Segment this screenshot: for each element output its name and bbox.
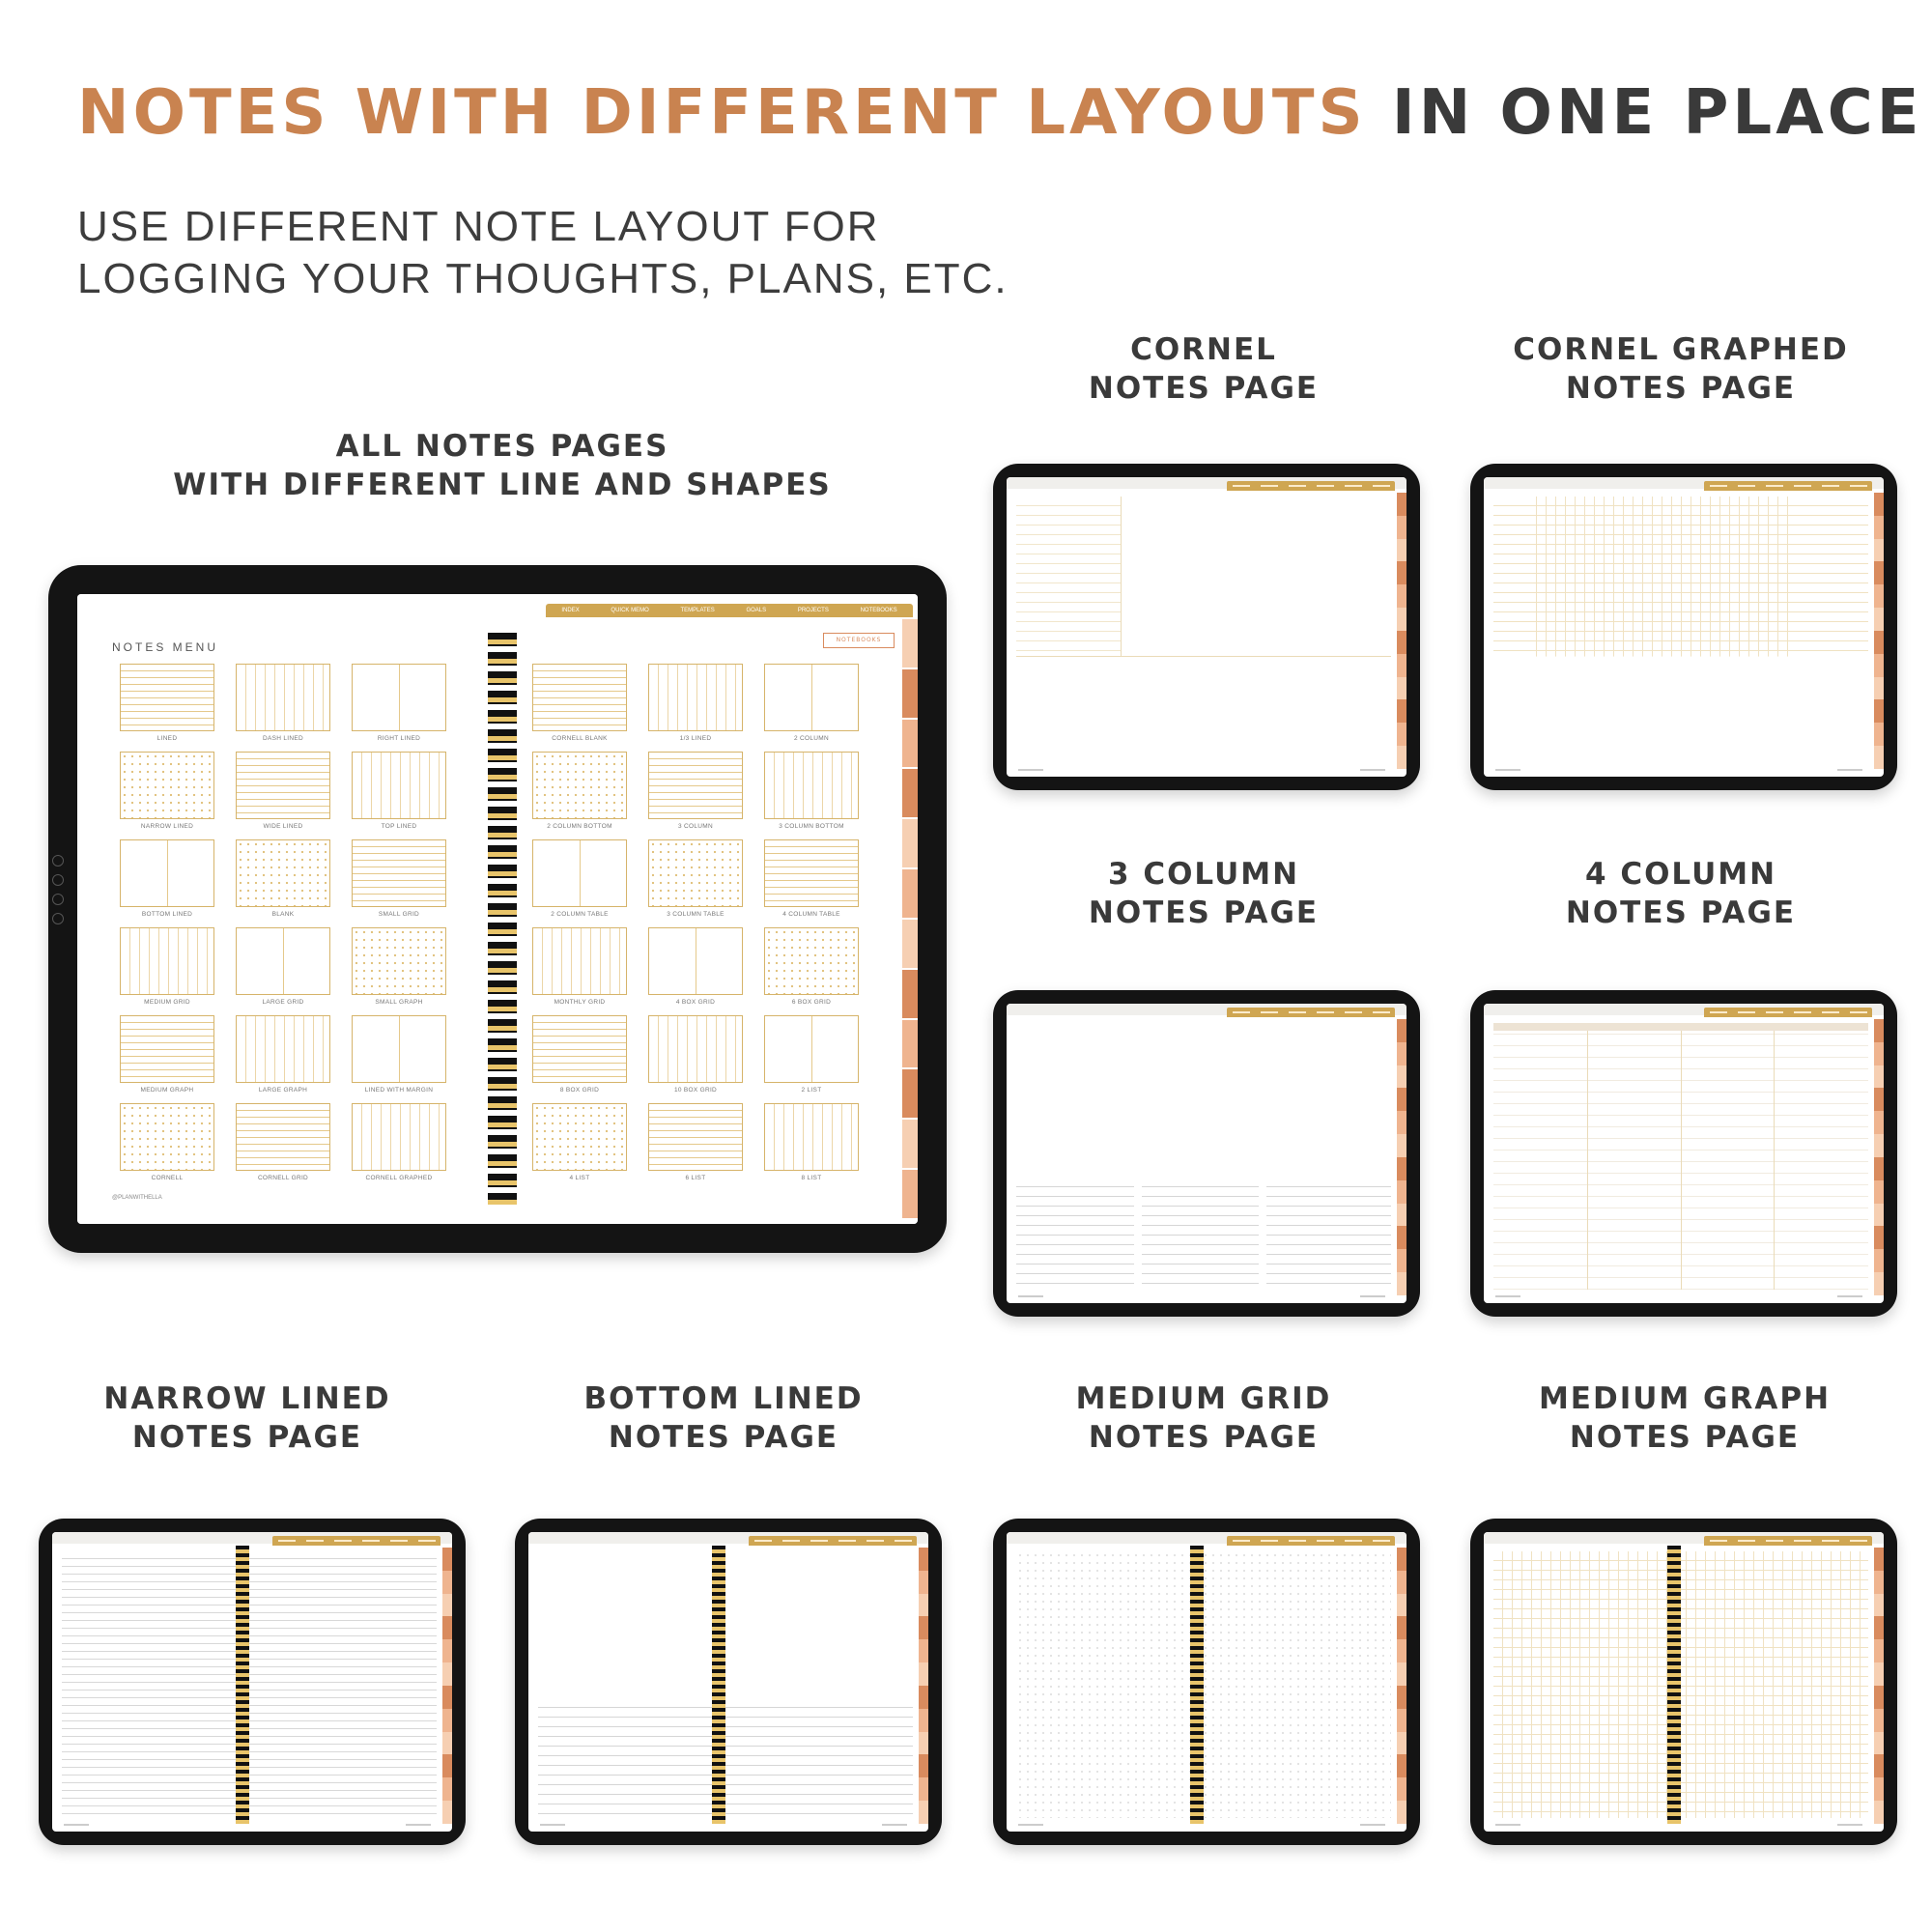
- caption-line: NOTES PAGE: [1088, 895, 1320, 930]
- layout-thumbnail[interactable]: [120, 1015, 214, 1083]
- preview-screen: [528, 1532, 928, 1832]
- layout-thumbnail-label: LINED: [156, 735, 178, 742]
- cornel-graphed-notes-preview: [1470, 464, 1897, 790]
- layout-thumbnail-label: 3 COLUMN BOTTOM: [779, 823, 844, 830]
- layout-thumbnail-label: CORNELL BLANK: [552, 735, 608, 742]
- caption-cornel: [1010, 330, 1397, 408]
- preview-side-tabs[interactable]: [1397, 493, 1406, 769]
- caption-medium-grid: [1010, 1379, 1397, 1457]
- layout-thumbnail[interactable]: [236, 752, 330, 819]
- caption-line: NOTES PAGE: [1088, 371, 1320, 406]
- tab-templates[interactable]: TEMPLATES: [680, 608, 715, 613]
- preview-page-content: [1493, 497, 1868, 763]
- layout-thumbnail[interactable]: [532, 752, 627, 819]
- caption-line: NOTES PAGE: [1565, 371, 1797, 406]
- caption-line: NOTES PAGE: [608, 1420, 839, 1455]
- preview-tab-bar[interactable]: [272, 1536, 440, 1546]
- caption-line: ALL NOTES PAGES: [335, 429, 669, 464]
- preview-page-content: [62, 1551, 437, 1818]
- footer-mark: [1495, 1295, 1520, 1297]
- preview-side-tabs[interactable]: [1874, 1019, 1884, 1295]
- tab-notebooks[interactable]: NOTEBOOKS: [860, 608, 897, 613]
- preview-page-content: [1493, 1023, 1868, 1290]
- layout-thumbnail[interactable]: [120, 1103, 214, 1171]
- subtitle-line-1: USE DIFFERENT NOTE LAYOUT FOR: [77, 203, 880, 250]
- layout-thumbnail-label: RIGHT LINED: [377, 735, 421, 742]
- cornel-notes-preview: [993, 464, 1420, 790]
- caption-cornel-graphed: [1488, 330, 1874, 408]
- layout-thumbnail-label: SMALL GRID: [378, 911, 420, 918]
- layout-thumbnail-label: LINED WITH MARGIN: [364, 1087, 434, 1094]
- footer-mark: [1837, 769, 1862, 771]
- layout-thumbnail[interactable]: [532, 839, 627, 907]
- layout-thumbnail-label: 8 BOX GRID: [559, 1087, 600, 1094]
- tab-goals[interactable]: GOALS: [746, 608, 767, 613]
- footer-mark: [1495, 769, 1520, 771]
- layout-thumbnail[interactable]: [648, 664, 743, 731]
- 3-column-notes-preview: [993, 990, 1420, 1317]
- layout-thumbnail-label: 3 COLUMN: [678, 823, 713, 830]
- preview-screen: [1007, 1004, 1406, 1303]
- subtitle: [77, 201, 1009, 305]
- layout-thumbnail[interactable]: [648, 839, 743, 907]
- caption-line: 3 COLUMN: [1107, 857, 1300, 892]
- month-side-tabs[interactable]: [902, 619, 918, 1220]
- layout-thumbnail-label: 2 COLUMN BOTTOM: [547, 823, 612, 830]
- layout-thumbnail-label: SMALL GRAPH: [375, 999, 423, 1006]
- preview-page-content: [538, 1551, 913, 1818]
- caption-line: NOTES PAGE: [1088, 1420, 1320, 1455]
- footer-mark: [1018, 1295, 1043, 1297]
- notebooks-button[interactable]: NOTEBOOKS: [823, 633, 895, 648]
- tablet-button: [52, 874, 64, 886]
- layout-thumbnail[interactable]: [236, 1103, 330, 1171]
- layout-thumbnail-label: 6 LIST: [685, 1175, 706, 1181]
- layout-thumbnail[interactable]: [532, 1015, 627, 1083]
- preview-page-content: [1016, 497, 1391, 763]
- top-tab-bar: [546, 604, 913, 617]
- footer-mark: [1018, 1824, 1043, 1826]
- caption-all-notes: [155, 427, 850, 504]
- layout-thumbnail-label: 4 LIST: [569, 1175, 590, 1181]
- preview-tab-bar[interactable]: [1704, 1536, 1872, 1546]
- caption-3-column: [1010, 855, 1397, 932]
- layout-thumbnail[interactable]: [764, 839, 859, 907]
- spiral-binding: [1667, 1546, 1681, 1824]
- layout-thumbnail-label: LARGE GRID: [262, 999, 304, 1006]
- layout-thumbnail[interactable]: [352, 664, 446, 731]
- footer-mark: [64, 1824, 89, 1826]
- headline-accent: NOTES WITH DIFFERENT LAYOUTS: [77, 77, 1367, 149]
- layout-thumbnail[interactable]: [764, 1015, 859, 1083]
- caption-line: MEDIUM GRAPH: [1538, 1381, 1832, 1416]
- footer-mark: [540, 1824, 565, 1826]
- preview-side-tabs[interactable]: [919, 1548, 928, 1824]
- footer-mark: [1837, 1295, 1862, 1297]
- notes-menu-title: NOTES MENU: [112, 640, 219, 654]
- preview-page-content: [1493, 1551, 1868, 1818]
- layout-thumbnail[interactable]: [648, 927, 743, 995]
- caption-line: NOTES PAGE: [1569, 1420, 1801, 1455]
- layout-thumbnail[interactable]: [764, 664, 859, 731]
- caption-narrow-lined: [54, 1379, 440, 1457]
- headline: [77, 77, 1922, 149]
- caption-line: CORNEL: [1130, 332, 1277, 367]
- preview-screen: [1484, 1532, 1884, 1832]
- 4-column-notes-preview: [1470, 990, 1897, 1317]
- spiral-binding: [236, 1546, 249, 1824]
- layout-thumbnail[interactable]: [120, 839, 214, 907]
- layout-thumbnail[interactable]: [352, 839, 446, 907]
- layout-thumbnail-label: 4 COLUMN TABLE: [782, 911, 840, 918]
- headline-rest: IN ONE PLACE: [1391, 77, 1923, 149]
- layout-thumbnail[interactable]: [120, 927, 214, 995]
- layout-thumbnail[interactable]: [352, 1015, 446, 1083]
- notes-menu-tablet: [48, 565, 947, 1253]
- layout-thumbnail[interactable]: [532, 664, 627, 731]
- caption-line: NARROW LINED: [103, 1381, 391, 1416]
- preview-screen: [52, 1532, 452, 1832]
- caption-line: BOTTOM LINED: [583, 1381, 864, 1416]
- footer-mark: [406, 1824, 431, 1826]
- footer-mark: [1360, 1295, 1385, 1297]
- layout-thumbnail[interactable]: [764, 752, 859, 819]
- preview-screen: [1007, 477, 1406, 777]
- layout-thumbnail[interactable]: [352, 927, 446, 995]
- layout-thumbnail-label: 2 LIST: [801, 1087, 822, 1094]
- caption-line: NOTES PAGE: [131, 1420, 363, 1455]
- layout-thumbnail-label: 4 BOX GRID: [675, 999, 716, 1006]
- layout-thumbnail-label: WIDE LINED: [263, 823, 303, 830]
- caption-4-column: [1488, 855, 1874, 932]
- tablet-button: [52, 855, 64, 867]
- layout-thumbnail-label: TOP LINED: [381, 823, 417, 830]
- left-page: [77, 594, 488, 1224]
- layout-thumbnail-label: CORNELL: [151, 1175, 184, 1181]
- tablet-button: [52, 913, 64, 924]
- layout-thumbnail[interactable]: [120, 752, 214, 819]
- preview-tab-bar[interactable]: [1227, 481, 1395, 491]
- layout-thumbnail-label: MEDIUM GRAPH: [140, 1087, 194, 1094]
- preview-screen: [1484, 1004, 1884, 1303]
- preview-side-tabs[interactable]: [1874, 1548, 1884, 1824]
- caption-line: MEDIUM GRID: [1075, 1381, 1332, 1416]
- tab-quick-memo[interactable]: QUICK MEMO: [611, 608, 649, 613]
- layout-thumbnail-label: CORNELL GRAPHED: [365, 1175, 433, 1181]
- spiral-binding: [1190, 1546, 1204, 1824]
- preview-tab-bar[interactable]: [1227, 1536, 1395, 1546]
- tab-projects[interactable]: PROJECTS: [797, 608, 829, 613]
- footer-mark: [1018, 769, 1043, 771]
- tablet-button: [52, 894, 64, 905]
- caption-medium-graph: [1492, 1379, 1878, 1457]
- bottom-lined-notes-preview: [515, 1519, 942, 1845]
- caption-line: WITH DIFFERENT LINE AND SHAPES: [173, 468, 832, 502]
- layout-thumbnail[interactable]: [532, 1103, 627, 1171]
- layout-thumbnail[interactable]: [764, 1103, 859, 1171]
- layout-thumbnail-label: 8 LIST: [801, 1175, 822, 1181]
- layout-thumbnail[interactable]: [648, 752, 743, 819]
- medium-grid-notes-preview: [993, 1519, 1420, 1845]
- preview-side-tabs[interactable]: [1874, 493, 1884, 769]
- layout-thumbnail[interactable]: [236, 839, 330, 907]
- layout-thumbnail-label: LARGE GRAPH: [258, 1087, 308, 1094]
- footer-mark: [1360, 769, 1385, 771]
- preview-page-content: [1016, 1023, 1391, 1290]
- preview-tab-bar[interactable]: [1227, 1008, 1395, 1017]
- layout-thumbnail[interactable]: [352, 752, 446, 819]
- planner-handle: @PLANWITHELLA: [112, 1195, 162, 1201]
- right-page: [517, 594, 918, 1224]
- spiral-binding: [712, 1546, 725, 1824]
- layout-thumbnail-label: BLANK: [271, 911, 295, 918]
- caption-line: NOTES PAGE: [1565, 895, 1797, 930]
- tab-index[interactable]: INDEX: [561, 608, 580, 613]
- spiral-binding: [488, 633, 517, 1205]
- layout-thumbnail-label: 2 COLUMN TABLE: [551, 911, 609, 918]
- footer-mark: [1495, 1824, 1520, 1826]
- layout-thumbnail[interactable]: [236, 664, 330, 731]
- layout-thumbnail[interactable]: [648, 1015, 743, 1083]
- caption-line: 4 COLUMN: [1584, 857, 1777, 892]
- footer-mark: [1360, 1824, 1385, 1826]
- layout-thumbnail[interactable]: [532, 927, 627, 995]
- layout-thumbnail-label: DASH LINED: [262, 735, 303, 742]
- layout-thumbnail[interactable]: [236, 927, 330, 995]
- layout-thumbnail-label: NARROW LINED: [140, 823, 194, 830]
- layout-thumbnail[interactable]: [120, 664, 214, 731]
- preview-side-tabs[interactable]: [1397, 1019, 1406, 1295]
- layout-thumbnail-label: 10 BOX GRID: [673, 1087, 718, 1094]
- narrow-lined-notes-preview: [39, 1519, 466, 1845]
- footer-mark: [882, 1824, 907, 1826]
- preview-screen: [1484, 477, 1884, 777]
- layout-thumbnail[interactable]: [764, 927, 859, 995]
- preview-tab-bar[interactable]: [1704, 481, 1872, 491]
- preview-page-content: [1016, 1551, 1391, 1818]
- preview-side-tabs[interactable]: [442, 1548, 452, 1824]
- caption-line: CORNEL GRAPHED: [1513, 332, 1849, 367]
- layout-thumbnail-label: 1/3 LINED: [679, 735, 712, 742]
- layout-thumbnail-label: 2 COLUMN: [794, 735, 829, 742]
- layout-thumbnail-label: CORNELL GRID: [257, 1175, 309, 1181]
- medium-graph-notes-preview: [1470, 1519, 1897, 1845]
- layout-thumbnail-label: MONTHLY GRID: [554, 999, 606, 1006]
- preview-tab-bar[interactable]: [1704, 1008, 1872, 1017]
- caption-bottom-lined: [530, 1379, 917, 1457]
- preview-tab-bar[interactable]: [749, 1536, 917, 1546]
- subtitle-line-2: LOGGING YOUR THOUGHTS, PLANS, ETC.: [77, 255, 1009, 302]
- layout-thumbnail[interactable]: [352, 1103, 446, 1171]
- preview-screen: [1007, 1532, 1406, 1832]
- layout-thumbnail-label: BOTTOM LINED: [141, 911, 193, 918]
- layout-thumbnail[interactable]: [236, 1015, 330, 1083]
- footer-mark: [1837, 1824, 1862, 1826]
- layout-thumbnail-label: 6 BOX GRID: [791, 999, 832, 1006]
- notes-menu-screen: [77, 594, 918, 1224]
- preview-side-tabs[interactable]: [1397, 1548, 1406, 1824]
- layout-thumbnail-label: 3 COLUMN TABLE: [667, 911, 724, 918]
- layout-thumbnail-label: MEDIUM GRID: [144, 999, 190, 1006]
- layout-thumbnail[interactable]: [648, 1103, 743, 1171]
